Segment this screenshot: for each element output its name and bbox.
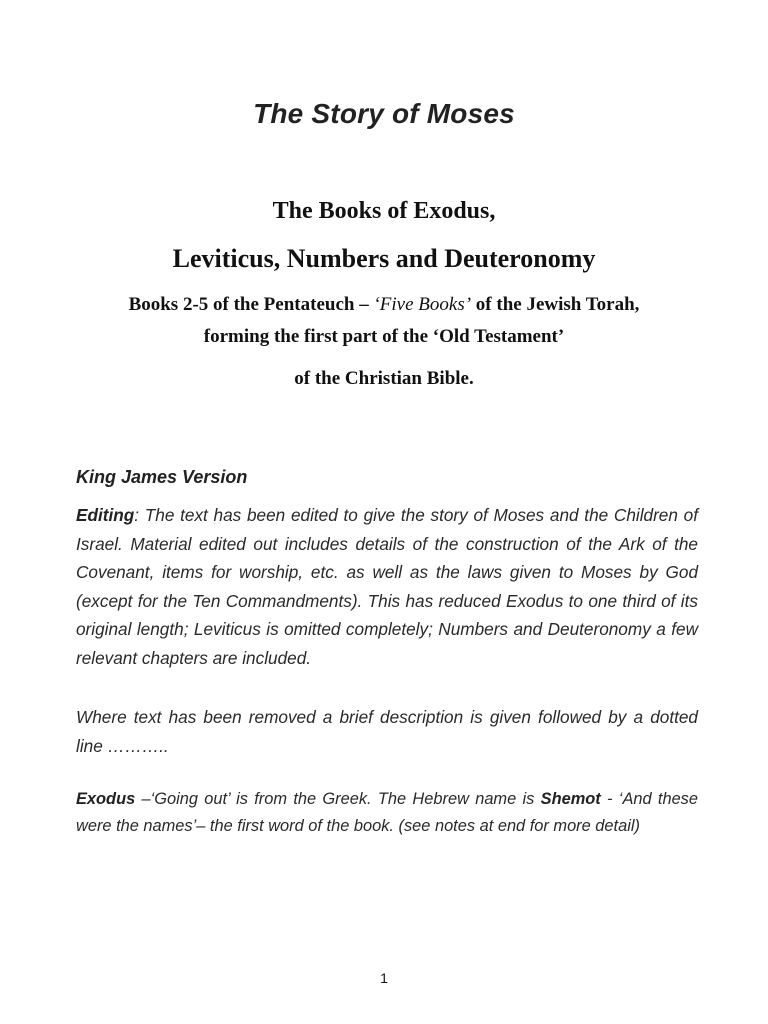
description-line-3: of the Christian Bible. [294,368,474,389]
subtitle-books: The Books of Exodus, [272,198,496,224]
exodus-text-part-2: - ‘And these were the names’– the first word of the book. (see notes at end for more detail) [76,790,698,835]
version-heading: King James Version [76,467,248,487]
description-prefix: Books 2-5 of the Pentateuch – [128,294,374,315]
page-number: 1 [380,970,388,986]
exodus-note [76,786,698,840]
editing-paragraph [76,501,698,672]
page-title: The Story of Moses [253,98,515,129]
subtitle-books-list: Leviticus, Numbers and Deuteronomy [172,244,596,273]
description-line-2: forming the first part of the ‘Old Testament’ [203,326,565,347]
description-line-1 [0,294,768,316]
five-books-emphasis: ‘Five Books’ [373,294,472,315]
hebrew-name: Shemot [540,790,601,808]
description-suffix: of the Jewish Torah, [471,294,640,315]
removed-text-note: Where text has been removed a brief description is given followed by a dotted line ……….. [76,707,698,756]
editing-label: Editing [76,505,135,525]
editing-text: : The text has been edited to give the story of Moses and the Children of Israel. Material edited out includes details of the construction of the Ark of the Covenant, items for worship, etc. as well as the laws given to Moses by God (except for the Ten Commandments). This has reduced Exodus to one third of its original length; Leviticus is omitted completely; Numbers and Deuteronomy a few relevant chapters are included. [76,505,698,668]
exodus-text-part-1: –‘Going out’ is from the Greek. The Hebrew name is [135,790,541,808]
exodus-label: Exodus [76,790,136,808]
